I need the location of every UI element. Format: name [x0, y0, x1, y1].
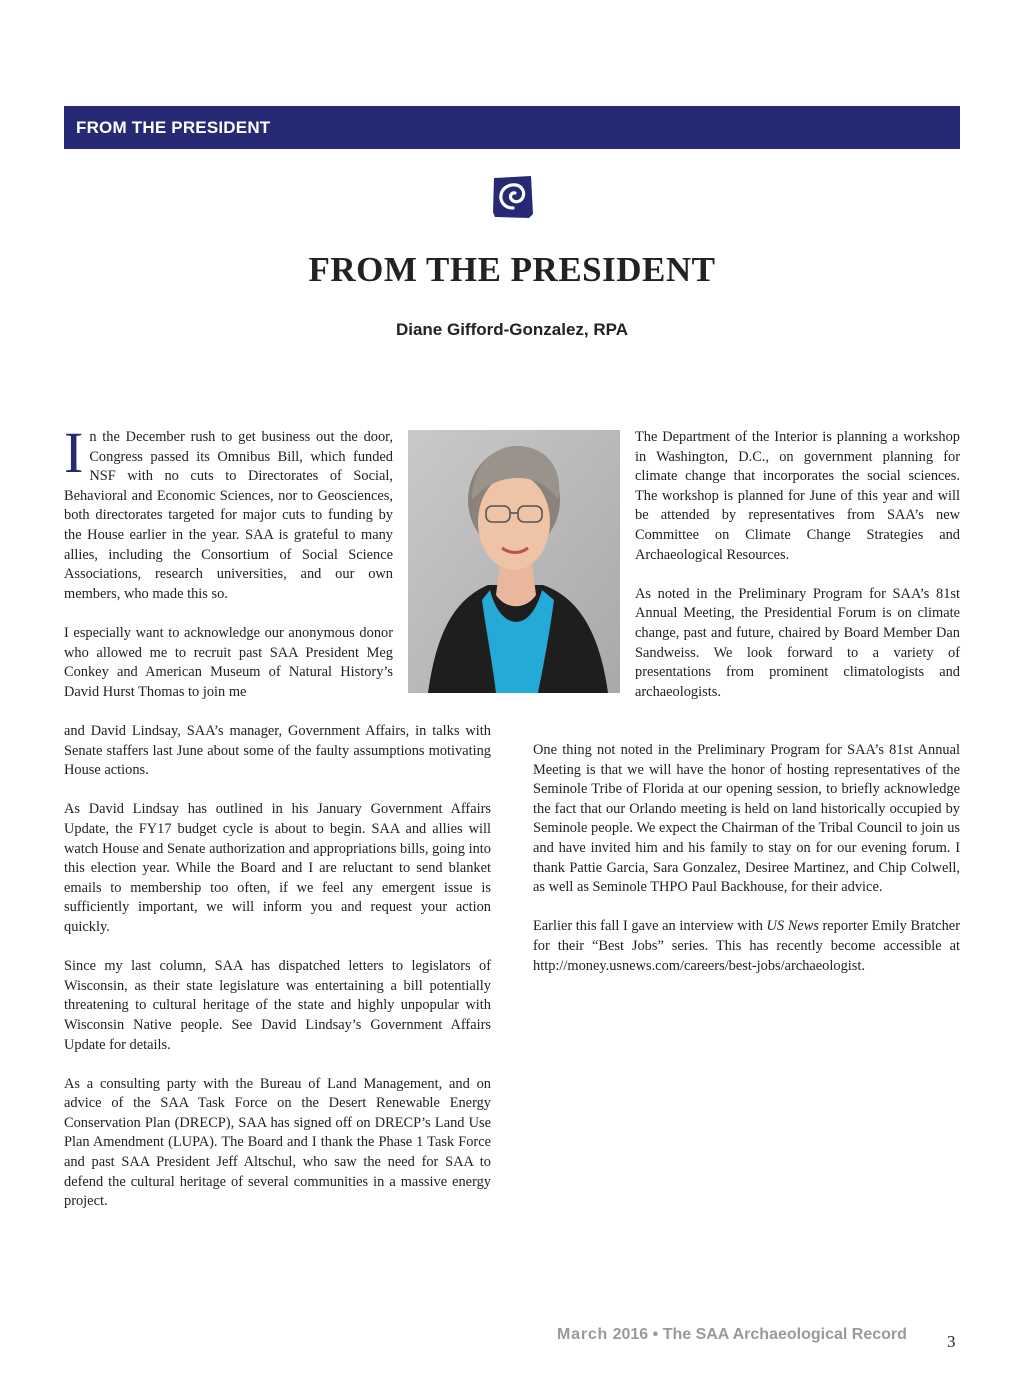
portrait-photo [408, 430, 620, 693]
paragraph: As noted in the Preliminary Program for SAA’s 81st Annual Meeting, the Presidential Forum is on climate change, past and future, chaired by Board Member Dan Sandweiss. We look forward to a variety of presentations from prominent climatologists and archaeologists. [635, 585, 960, 700]
footer-running-title [557, 1326, 907, 1344]
footer-publication: The SAA Archaeological Record [662, 1326, 907, 1343]
article-author: Diane Gifford-Gonzalez, RPA [395, 320, 629, 339]
paragraph: Since my last column, SAA has dispatched letters to legislators of Wisconsin, as their state legislature was entertaining a bill potentially threatening to cultural heritage of the state and highly unpopular with Wisconsin Native people. See David Lindsay’s Government Affairs Update for details. [64, 958, 491, 1053]
paragraph: One thing not noted in the Preliminary Program for SAA’s 81st Annual Meeting is that we will have the honor of hosting representatives of the Seminole Tribe of Florida at our opening session, to briefly acknowledge the fact that our Orlando meeting is held on land historically occupied by Seminole people. We expect the Chairman of the Tribal Council to join us and have invited him and his family to stay on for our evening forum. I thank Pattie Garcia, Sara Gonzalez, Desiree Martinez, and Chip Colwell, as well as Seminole THPO Paul Backhouse, for their advice. [533, 742, 960, 896]
section-banner: FROM THE PRESIDENT [64, 106, 960, 149]
paragraph-text: reporter Emily Bratcher for their “Best Jobs” series. This has recently become accessible at http://money.usnews.com/careers/best-jobs/archaeologist. [533, 918, 960, 974]
paragraph: and David Lindsay, SAA’s manager, Government Affairs, in talks with Senate staffers last June about some of the faulty assumptions motivating House actions. [64, 723, 491, 779]
paragraph [533, 917, 960, 976]
page-number: 3 [947, 1332, 956, 1351]
paragraph: The Department of the Interior is planning a workshop in Washington, D.C., on government planning for climate change that incorporates the social sciences. The workshop is planned for June of this year and will be attended by representatives from SAA’s new Committee on Climate Change Strategies and Archaeological Resources. [635, 429, 960, 563]
footer-year: 2016 [612, 1326, 649, 1343]
drop-cap: I [64, 420, 84, 485]
paragraph: As a consulting party with the Bureau of Land Management, and on advice of the SAA Task Force on the Desert Renewable Energy Conservation Plan (DRECP), SAA has signed off on DRECP’s Land Use Plan Amendment (LUPA). The Board and I thank the Phase 1 Task Force and past SAA President Jeff Altschul, who saw the need for SAA to defend the cultural heritage of several communities in a massive energy project. [64, 1075, 491, 1210]
paragraph-text: n the December rush to get business out the door, Congress passed its Omnibus Bill, which funded NSF with no cuts to Directorates of Social, Behavioral and Economic Sciences, nor to Geosciences, both directorates targeted for major cuts to funding by the House earlier in the year. SAA is grateful to many allies, including the Consortium of Social Science Associations, research universities, and our own members, who made this so. [64, 429, 393, 602]
right-column-top [635, 428, 960, 702]
article-title: FROM THE PRESIDENT [308, 250, 716, 289]
left-column-bottom [64, 722, 491, 1212]
right-column-bottom [533, 741, 960, 976]
publication-name: US News [766, 918, 819, 935]
paragraph: As David Lindsay has outlined in his January Government Affairs Update, the FY17 budget cycle is about to begin. SAA and allies will watch House and Senate authorization and appropriations bills, going into this election year. While the Board and I are reluctant to send blanket emails to membership too often, if we feel any emergent issue is sufficiently important, we will inform you and request your action quickly. [64, 801, 491, 935]
paragraph-text: Earlier this fall I gave an interview with [533, 918, 767, 935]
left-column-top [64, 420, 393, 702]
paragraph [64, 420, 393, 604]
paragraph: I especially want to acknowledge our anonymous donor who allowed me to recruit past SAA President Meg Conkey and American Museum of Natural History’s David Hurst Thomas to join me [64, 624, 393, 700]
footer-bullet: • [652, 1326, 659, 1343]
footer-month: March [557, 1326, 609, 1343]
spiral-logo-icon [491, 174, 535, 220]
